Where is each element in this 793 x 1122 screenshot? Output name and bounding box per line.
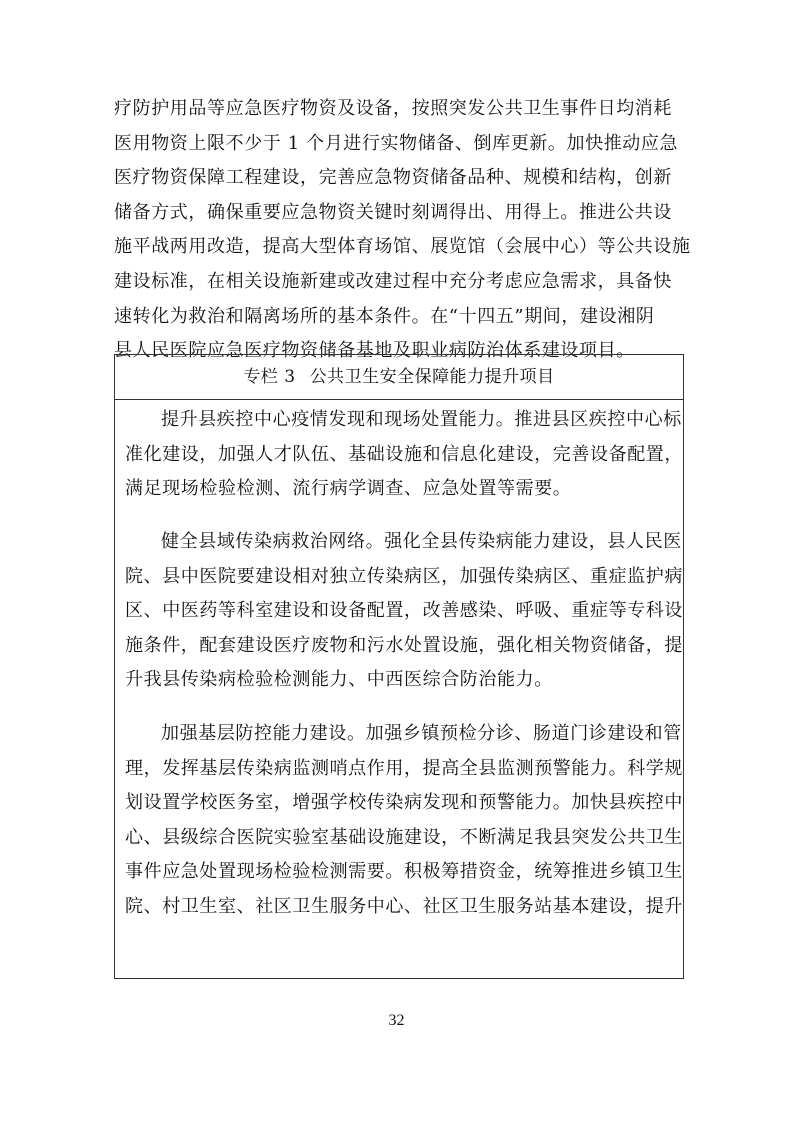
- feature-box: [114, 354, 684, 979]
- paragraph-line: 健全县域传染病救治网络。强化全县传染病能力建设，县人民医: [161, 531, 682, 552]
- paragraph-line: 事件应急处置现场检验检测需要。积极筹措资金，统筹推进乡镇卫生: [125, 861, 683, 883]
- paragraph-line: 提升县疾控中心疫情发现和现场处置能力。推进县区疾控中心标: [161, 409, 682, 430]
- paragraph-line: 准化建设，加强人才队伍、基础设施和信息化建设，完善设备配置，: [125, 443, 683, 465]
- paragraph-line: 心、县级综合医院实验室基础设施建设，不断满足我县突发公共卫生: [125, 826, 683, 848]
- paragraph-line: 升我县传染病检验检测能力、中西医综合防治能力。: [125, 669, 553, 691]
- body-line: 建设标准，在相关设施新建或改建过程中充分考虑应急需求，具备快: [114, 270, 672, 292]
- body-line: 施平战两用改造，提高大型体育场馆、展览馆（会展中心）等公共设施: [114, 236, 691, 258]
- feature-paragraph-3: [115, 717, 685, 925]
- feature-box-heading: 公共卫生安全保障能力提升项目: [309, 367, 555, 387]
- body-line: 速转化为救治和隔离场所的基本条件。在“十四五”期间，建设湘阴: [114, 305, 655, 327]
- body-line: 医疗物资保障工程建设，完善应急物资储备品种、规模和结构，创新: [114, 167, 672, 189]
- paragraph-line: 理，发挥基层传染病监测哨点作用，提高全县监测预警能力。科学规: [125, 757, 683, 779]
- body-line: 县人民医院应急医疗物资储备基地及职业病防治体系建设项目。: [114, 340, 635, 362]
- paragraph-line: 区、中医药等科室建设和设备配置，改善感染、呼吸、重症等专科设: [125, 600, 683, 622]
- page-number: 32: [388, 1012, 405, 1029]
- feature-box-title: [115, 355, 683, 400]
- paragraph-line: 加强基层防控能力建设。加强乡镇预检分诊、肠道门诊建设和管: [161, 723, 682, 744]
- paragraph-line: 满足现场检验检测、流行病学调查、应急处置等需要。: [125, 478, 572, 500]
- body-line: 疗防护用品等应急医疗物资及设备，按照突发公共卫生事件日均消耗: [114, 98, 672, 119]
- body-line: 医用物资上限不少于 1 个月进行实物储备、倒库更新。加快推动应急: [114, 132, 679, 154]
- feature-paragraph-1: [115, 403, 685, 507]
- paragraph-line: 院、村卫生室、社区卫生服务中心、社区卫生服务站基本建设，提升: [125, 895, 683, 917]
- body-text: [114, 92, 691, 369]
- paragraph-line: 划设置学校医务室，增强学校传染病发现和预警能力。加快县疾控中: [125, 792, 683, 814]
- paragraph-line: 院、县中医院要建设相对独立传染病区，加强传染病区、重症监护病: [125, 565, 683, 587]
- feature-paragraph-2: [115, 525, 685, 733]
- feature-box-label: 专栏 3: [243, 367, 296, 387]
- body-line: 储备方式，确保重要应急物资关键时刻调得出、用得上。推进公共设: [114, 201, 672, 223]
- paragraph-line: 施条件，配套建设医疗废物和污水处置设施，强化相关物资储备，提: [125, 634, 683, 656]
